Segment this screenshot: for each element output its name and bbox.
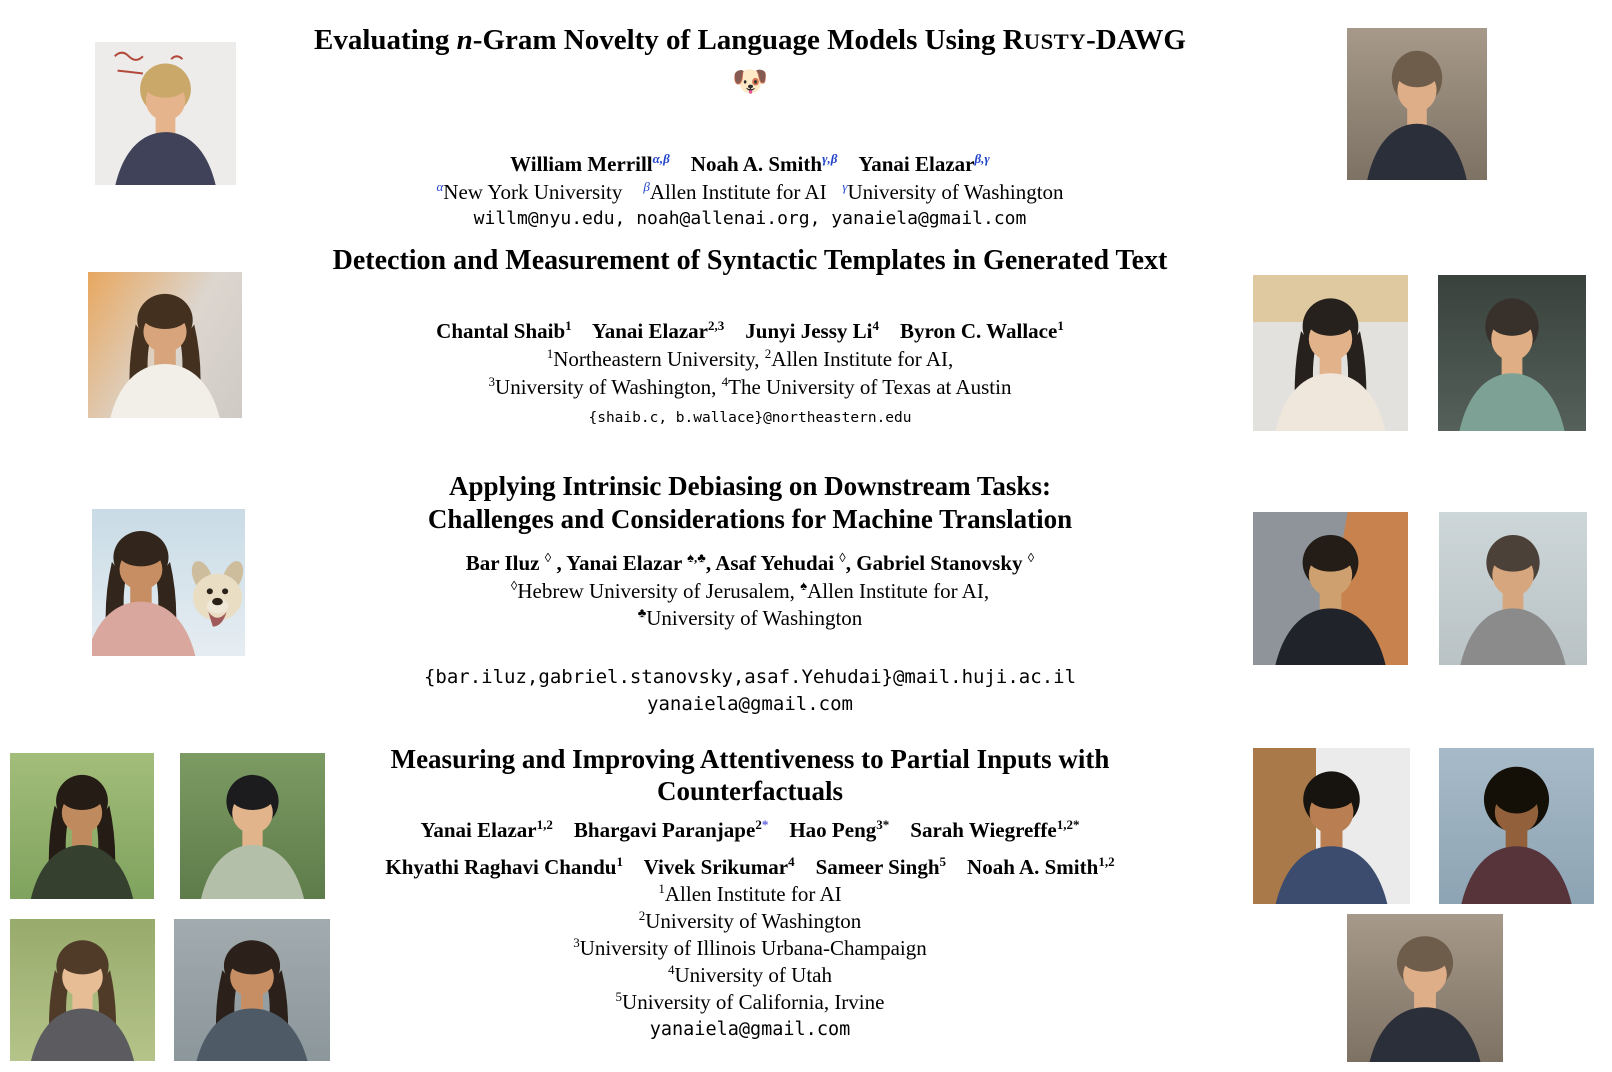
email-line: {shaib.c, b.wallace}@northeastern.edu: [588, 410, 912, 426]
photo-row2-left: [88, 272, 242, 418]
paper-block-1: [310, 20, 1194, 232]
photo-top-right: [1347, 28, 1487, 180]
affiliations-line: $^1$Allen Institute for AI: [658, 881, 842, 906]
authors-line: William Merrill$^{\alpha,\beta}$ Noah A. Smith$^{\gamma,\beta}$ Yanai Elazar$^{\beta,\gamma}$: [510, 151, 990, 176]
email-line: yanaiela@gmail.com: [647, 693, 853, 715]
photo-grid-4: [174, 919, 330, 1061]
photo-row2-right-1: [1253, 275, 1408, 431]
affiliations-line: $^3$University of Illinois Urbana-Champaign: [573, 935, 927, 960]
paper-title-line: Counterfactuals: [657, 776, 843, 806]
authors-line: Chantal Shaib$^1$ Yanai Elazar$^{2,3}$ Junyi Jessy Li$^4$ Byron C. Wallace$^1$: [436, 318, 1064, 343]
paper-title-line: Challenges and Considerations for Machine Translation: [427, 504, 1073, 534]
affiliations-line: $^4$University of Utah: [668, 962, 832, 987]
paper-block-2: [310, 241, 1190, 429]
photo-grid-3: [10, 919, 155, 1061]
papers-column: [310, 0, 1194, 1072]
affiliations-line: $^1$Northeastern University, $^2$Allen Institute for AI,: [546, 346, 954, 371]
authors-line: Yanai Elazar$^{1,2}$ Bhargavi Paranjape$^{2*}$ Hao Peng$^{3*}$ Sarah Wiegreffe$^{1,2*}$: [420, 817, 1080, 842]
photo-top-left: [95, 42, 236, 185]
paper-block-4: [310, 743, 1190, 1043]
photo-bottom-right: [1347, 914, 1503, 1062]
photo-row3-left: [92, 509, 245, 656]
paper-block-3: [310, 470, 1190, 718]
paper-title-line: Detection and Measurement of Syntactic Templates in Generated Text: [332, 245, 1168, 276]
paper-title-line: Applying Intrinsic Debiasing on Downstream Tasks:: [449, 471, 1051, 501]
photo-row4-right-2: [1439, 748, 1594, 904]
photo-grid-1: [10, 753, 154, 899]
email-line: yanaiela@gmail.com: [649, 1019, 851, 1040]
affiliations-line: ♣University of Washington: [637, 605, 863, 630]
affiliations-line: $^2$University of Washington: [638, 908, 862, 933]
authors-line: Khyathi Raghavi Chandu$^1$ Vivek Srikumar$^4$ Sameer Singh$^5$ Noah A. Smith$^{1,2}$: [385, 854, 1115, 879]
affiliations-line: $^5$University of California, Irvine: [615, 989, 885, 1014]
affiliations-line: $^\alpha$New York University $^\beta$Allen Institute for AI $^\gamma$University of Washington: [436, 179, 1064, 204]
photo-row3-right-1: [1253, 512, 1408, 665]
authors-line: Bar Iluz ◊ , Yanai Elazar ♠,♣, Asaf Yehudai ◊, Gabriel Stanovsky ◊: [465, 550, 1035, 575]
photo-grid-2: [180, 753, 325, 899]
paper-title-line: Measuring and Improving Attentiveness to Partial Inputs with: [390, 744, 1110, 774]
affiliations-line: ◊Hebrew University of Jerusalem, ♠Allen Institute for AI,: [510, 578, 990, 603]
affiliations-line: $^3$University of Washington, $^4$The University of Texas at Austin: [488, 374, 1012, 399]
photo-row2-right-2: [1438, 275, 1586, 431]
email-line: {bar.iluz,gabriel.stanovsky,asaf.Yehudai}@mail.huji.ac.il: [423, 666, 1077, 688]
email-line: willm@nyu.edu, noah@allenai.org, yanaiela@gmail.com: [473, 208, 1027, 229]
paper-title-line: Evaluating n-Gram Novelty of Language Models Using RUSTY-DAWG 🐶: [314, 24, 1194, 98]
photo-row4-right-1: [1253, 748, 1410, 904]
photo-row3-right-2: [1439, 512, 1587, 665]
